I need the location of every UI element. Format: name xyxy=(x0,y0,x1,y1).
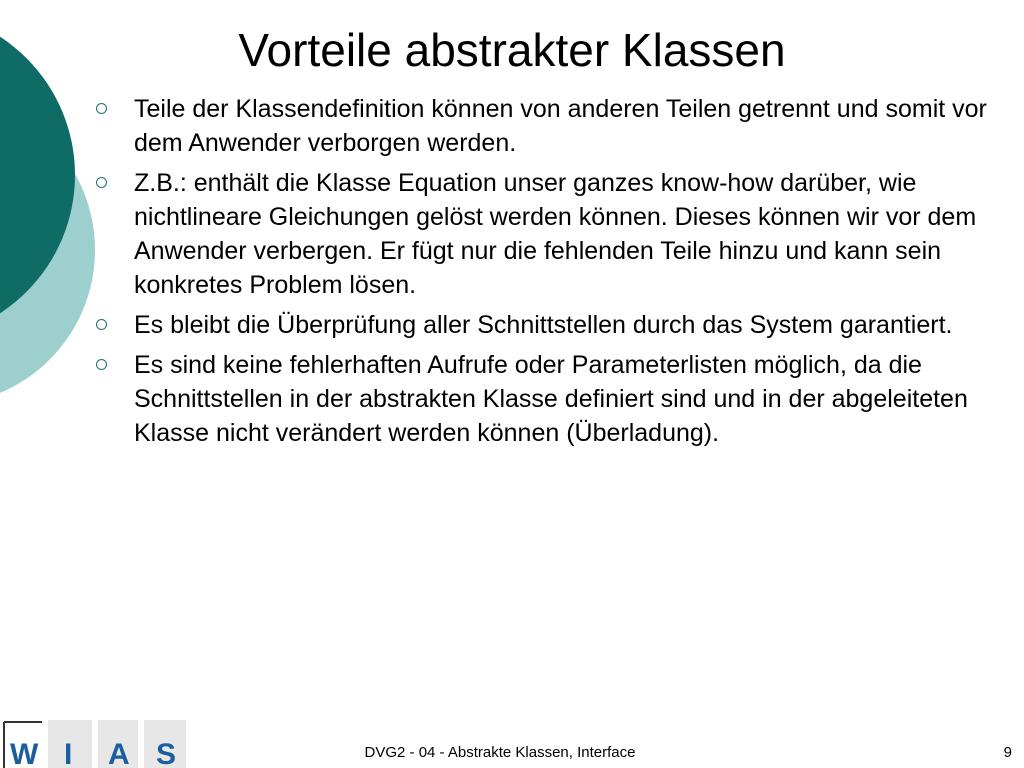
hollow-circle-icon xyxy=(96,103,107,114)
bullet-item xyxy=(96,308,996,342)
page-number: 9 xyxy=(1003,744,1012,761)
bullet-list xyxy=(96,92,996,456)
bullet-item xyxy=(96,348,996,450)
bullet-text: Es bleibt die Überprüfung aller Schnittstellen durch das System garantiert. xyxy=(134,311,953,339)
footer-text: DVG2 - 04 - Abstrakte Klassen, Interface xyxy=(364,744,636,761)
logo-letter-a: A xyxy=(108,738,130,768)
hollow-circle-icon xyxy=(96,319,107,330)
bullet-item xyxy=(96,92,996,160)
wias-logo xyxy=(2,720,186,768)
hollow-circle-icon xyxy=(96,359,107,370)
logo-letter-i: I xyxy=(64,738,73,768)
slide-title: Vorteile abstrakter Klassen xyxy=(238,24,786,76)
bullet-text: Z.B.: enthält die Klasse Equation unser ganzes know-how darüber, wie nichtlineare Gleichungen gelöst werden können. Dieses können wir vor dem Anwender verbergen. Er fügt nur die fehlenden Teile hinzu und kann sein konkretes Problem lösen. xyxy=(134,169,977,299)
logo-letter-w: W xyxy=(10,738,39,768)
bullet-text: Es sind keine fehlerhaften Aufrufe oder Parameterlisten möglich, da die Schnittstellen in der abstrakten Klasse definiert sind und in der abgeleiteten Klasse nicht verändert werden können (Überladung). xyxy=(134,351,968,447)
logo-letter-s: S xyxy=(156,738,177,768)
hollow-circle-icon xyxy=(96,177,107,188)
bullet-text: Teile der Klassendefinition können von anderen Teilen getrennt und somit vor dem Anwender verborgen werden. xyxy=(134,95,987,157)
bullet-item xyxy=(96,166,996,302)
